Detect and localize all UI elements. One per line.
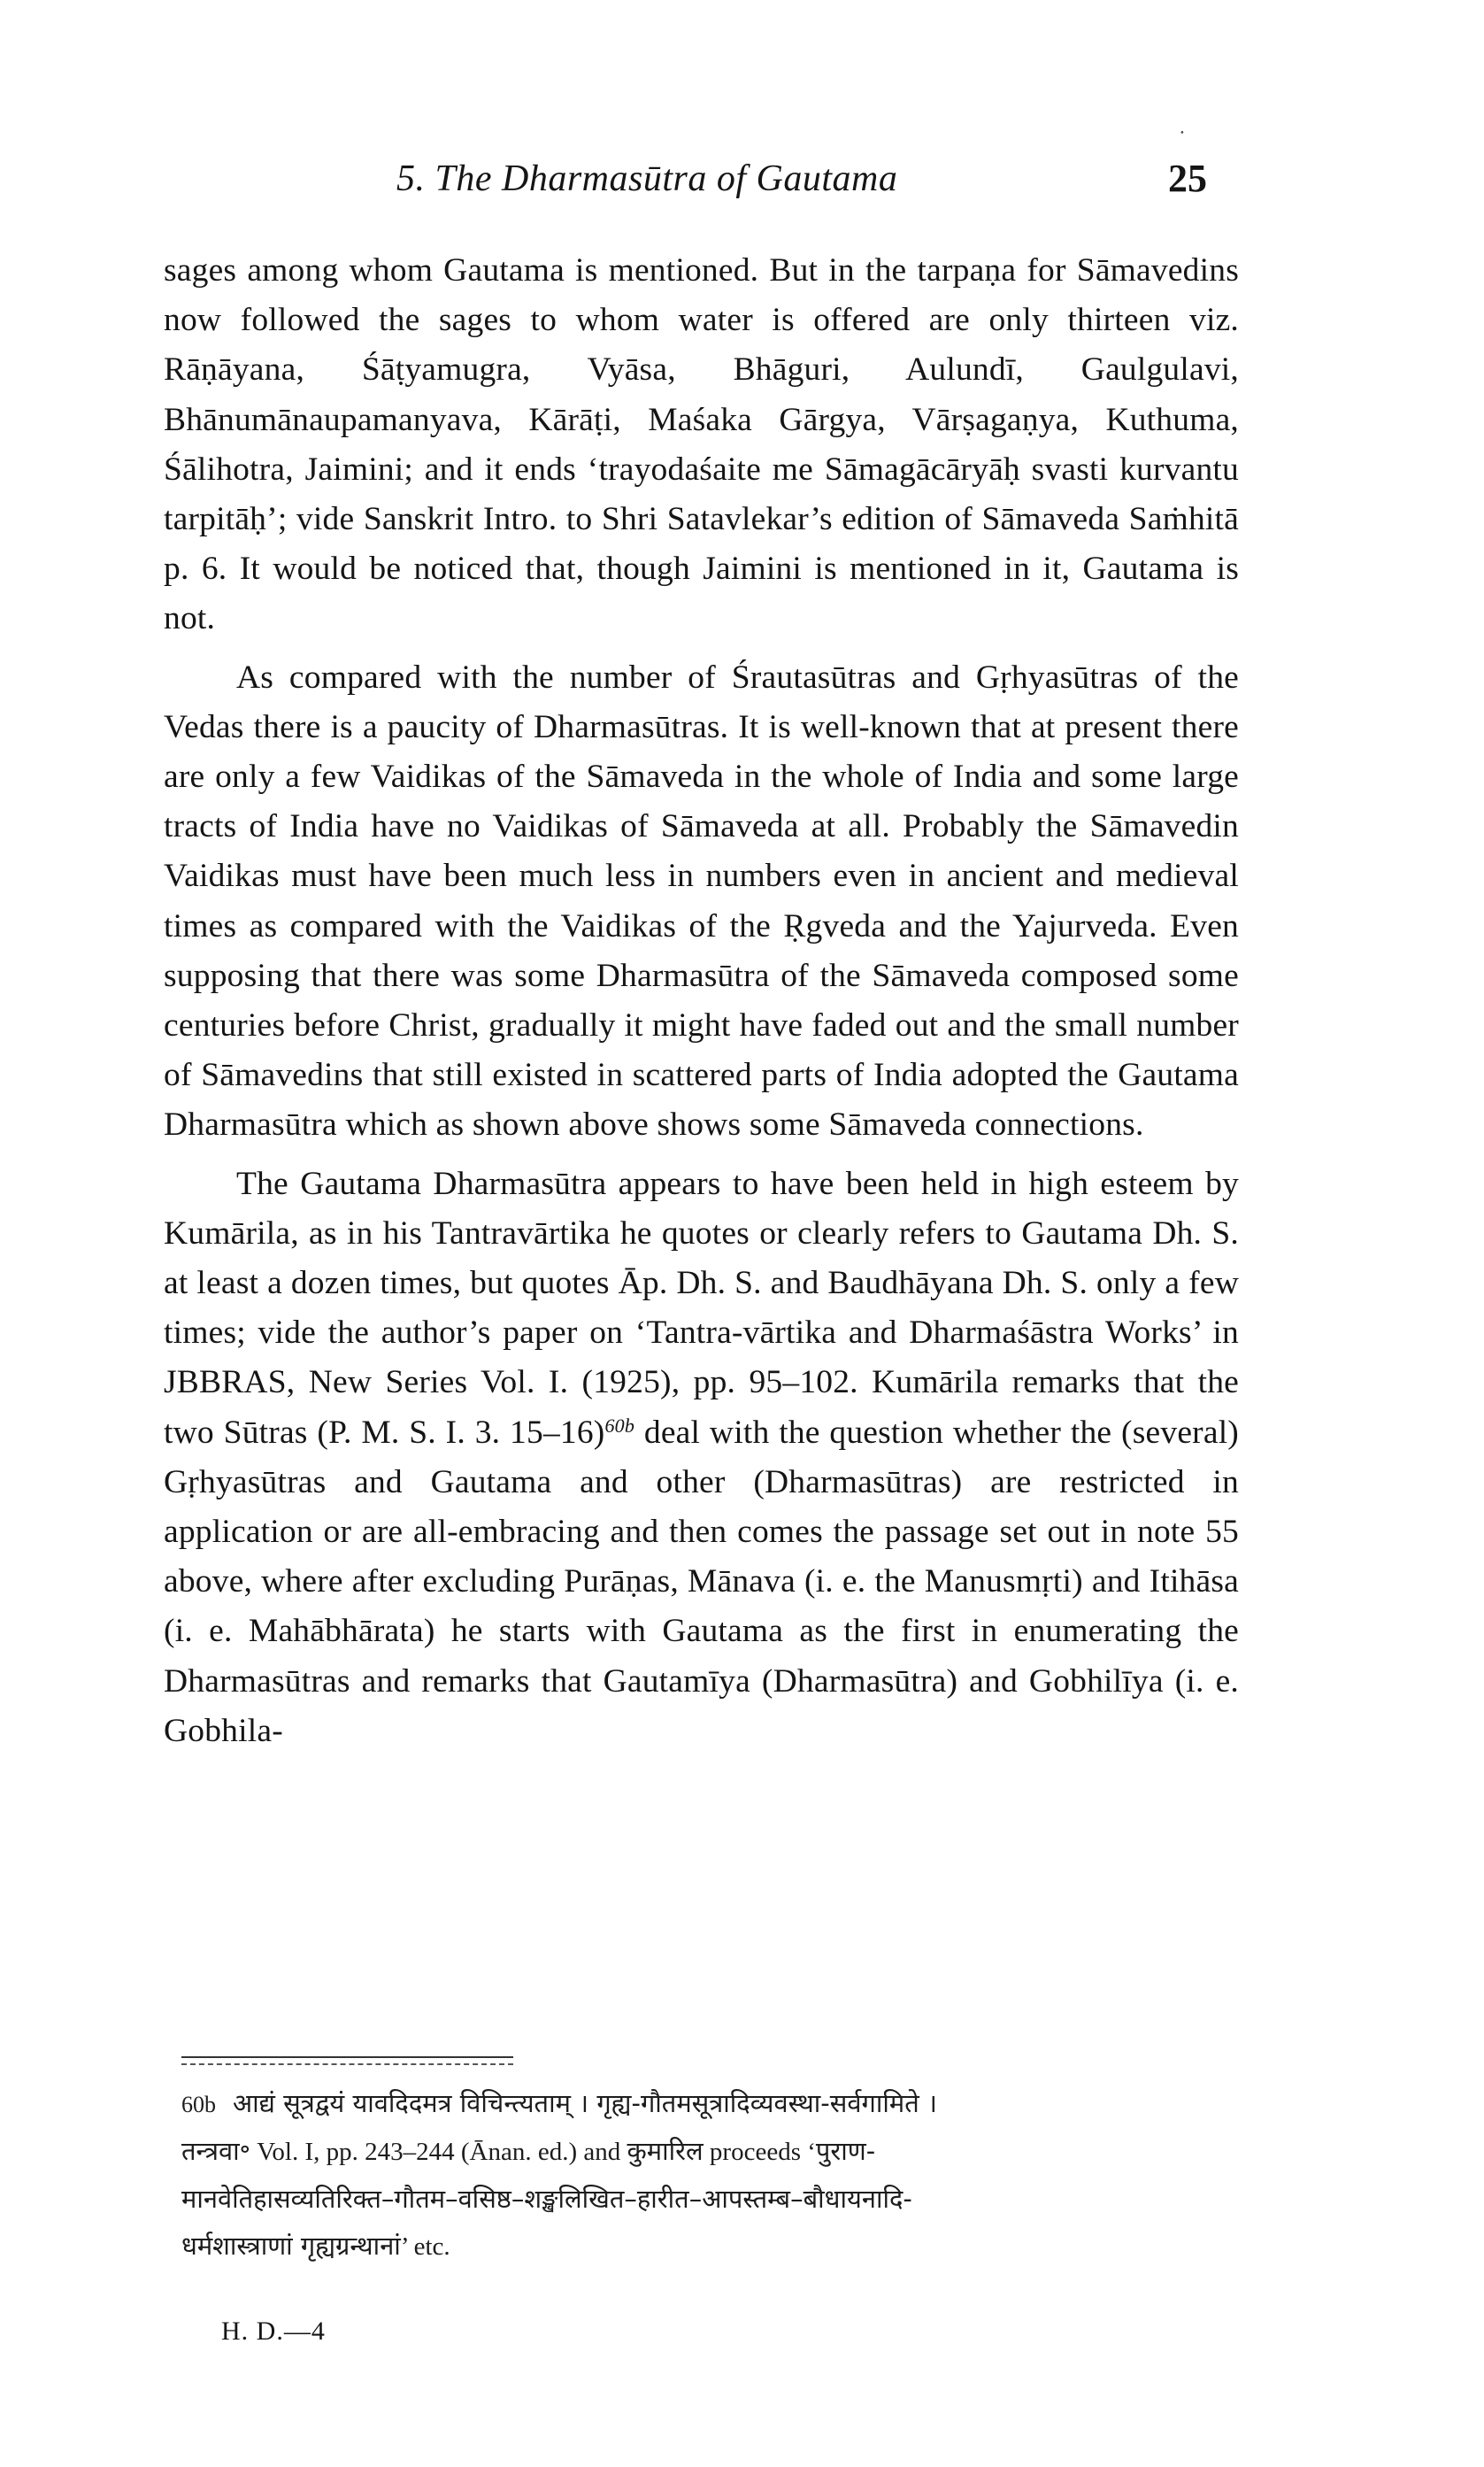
footnote-proceeds: proceeds ‘ xyxy=(703,2138,816,2166)
footnote-reference[interactable]: 60b xyxy=(604,1414,635,1437)
footnote-quote-end: धर्मशास्त्राणां गृह्यग्रन्थानां xyxy=(181,2231,401,2261)
footnote-tantravartika-abbrev: तन्त्रवा॰ xyxy=(181,2136,250,2166)
running-title: 5. The Dharmasūtra of Gautama xyxy=(396,158,898,199)
paragraph-3-part-b: deal with the question whether the (several) Gṛhyasūtras and Gautama and other (Dharmasūtras) are restricted in application or are all-embracing and then comes the passage set out in note 55 above, where after excluding Purāṇas, Mānava (i. e. the Manusmṛti) and Itihāsa (i. e. Mahābhārata) he starts with Gautama as the first in enumerating the Dharmasūtras and remarks that Gautamīya (Dharmasūtra) and Gobhilīya (i. e. Gobhila- xyxy=(164,1414,1239,1749)
running-head xyxy=(168,121,1239,211)
footnote xyxy=(181,2080,1243,2270)
footnote-marker: 60b xyxy=(181,2092,216,2117)
body-text xyxy=(164,246,1239,1756)
signature-mark: H. D.—4 xyxy=(221,2317,326,2346)
footnote-kumarila: कुमारिल xyxy=(627,2136,704,2166)
paragraph-2: As compared with the number of Śrautasūtras and Gṛhyasūtras of the Vedas there is a paucity of Dharmasūtras. It is well-known that at present there are only a few Vaidikas of the Sāmaveda in the whole of India and some large tracts of India have no Vaidikas of Sāmaveda at all. Probably the Sāmavedin Vaidikas must have been much less in numbers even in ancient and medieval times as compared with the Vaidikas of the Ṛgveda and the Yajurveda. Even supposing that there was some Dharmasūtra of the Sāmaveda composed some centuries before Christ, gradually it might have faded out and the small number of Sāmavedins that still existed in scattered parts of India adopted the Gautama Dharmasūtra which as shown above shows some Sāmaveda connections. xyxy=(164,659,1239,1144)
footnote-line-1 xyxy=(181,2080,1243,2128)
paragraph-3-part-a: The Gautama Dharmasūtra appears to have been held in high esteem by Kumārila, as in his Tantravārtika he quotes or clearly refers to Gautama Dh. S. at least a dozen times, but quotes Āp. Dh. S. and Baudhāyana Dh. S. only a few times; vide the author’s paper on ‘Tantra-vārtika and Dharmaśāstra Works’ in JBBRAS, New Series Vol. I. (1925), pp. 95–102. Kumārila remarks that the two Sūtras (P. M. S. I. 3. 15–16) xyxy=(164,1165,1239,1451)
page-number: 25 xyxy=(1168,157,1207,200)
footnote-line-2 xyxy=(181,2128,1243,2176)
footnote-sanskrit-verse: आद्यं सूत्रद्वयं यावदिदमत्र विचिन्त्यताम् । गृह्य-गौतमसूत्रादिव्यवस्था-सर्वगामिते । xyxy=(233,2088,937,2118)
footnote-line-3: मानवेतिहासव्यतिरिक्त–गौतम–वसिष्ठ–शङ्खलिखित–हारीत–आपस्तम्ब–बौधायनादि- xyxy=(181,2184,912,2214)
stray-mark: · xyxy=(1174,121,1189,145)
footnote-citation: Vol. I, pp. 243–244 (Ānan. ed.) and xyxy=(250,2138,627,2166)
footnote-etc: ’ etc. xyxy=(400,2232,450,2261)
paragraph-3 xyxy=(164,1160,1239,1756)
footnote-line-4 xyxy=(181,2223,1243,2270)
footnote-separator xyxy=(181,2056,513,2065)
footnote-quote-start: पुराण- xyxy=(815,2136,876,2166)
paragraph-1: sages among whom Gautama is mentioned. But in the tarpaṇa for Sāmavedins now followed the sages to whom water is offered are only thirteen viz. Rāṇāyana, Śāṭyamugra, Vyāsa, Bhāguri, Aulundī, Gaulgulavi, Bhānumānaupamanyava, Kārāṭi, Maśaka Gārgya, Vārṣagaṇya, Kuthuma, Śālihotra, Jaimini; and it ends ‘trayodaśaite me Sāmagācāryāḥ svasti kurvantu tarpitāḥ’; vide Sanskrit Intro. to Shri Satavlekar’s edition of Sāmaveda Saṁhitā p. 6. It would be noticed that, though Jaimini is mentioned in it, Gautama is not. xyxy=(164,252,1239,637)
